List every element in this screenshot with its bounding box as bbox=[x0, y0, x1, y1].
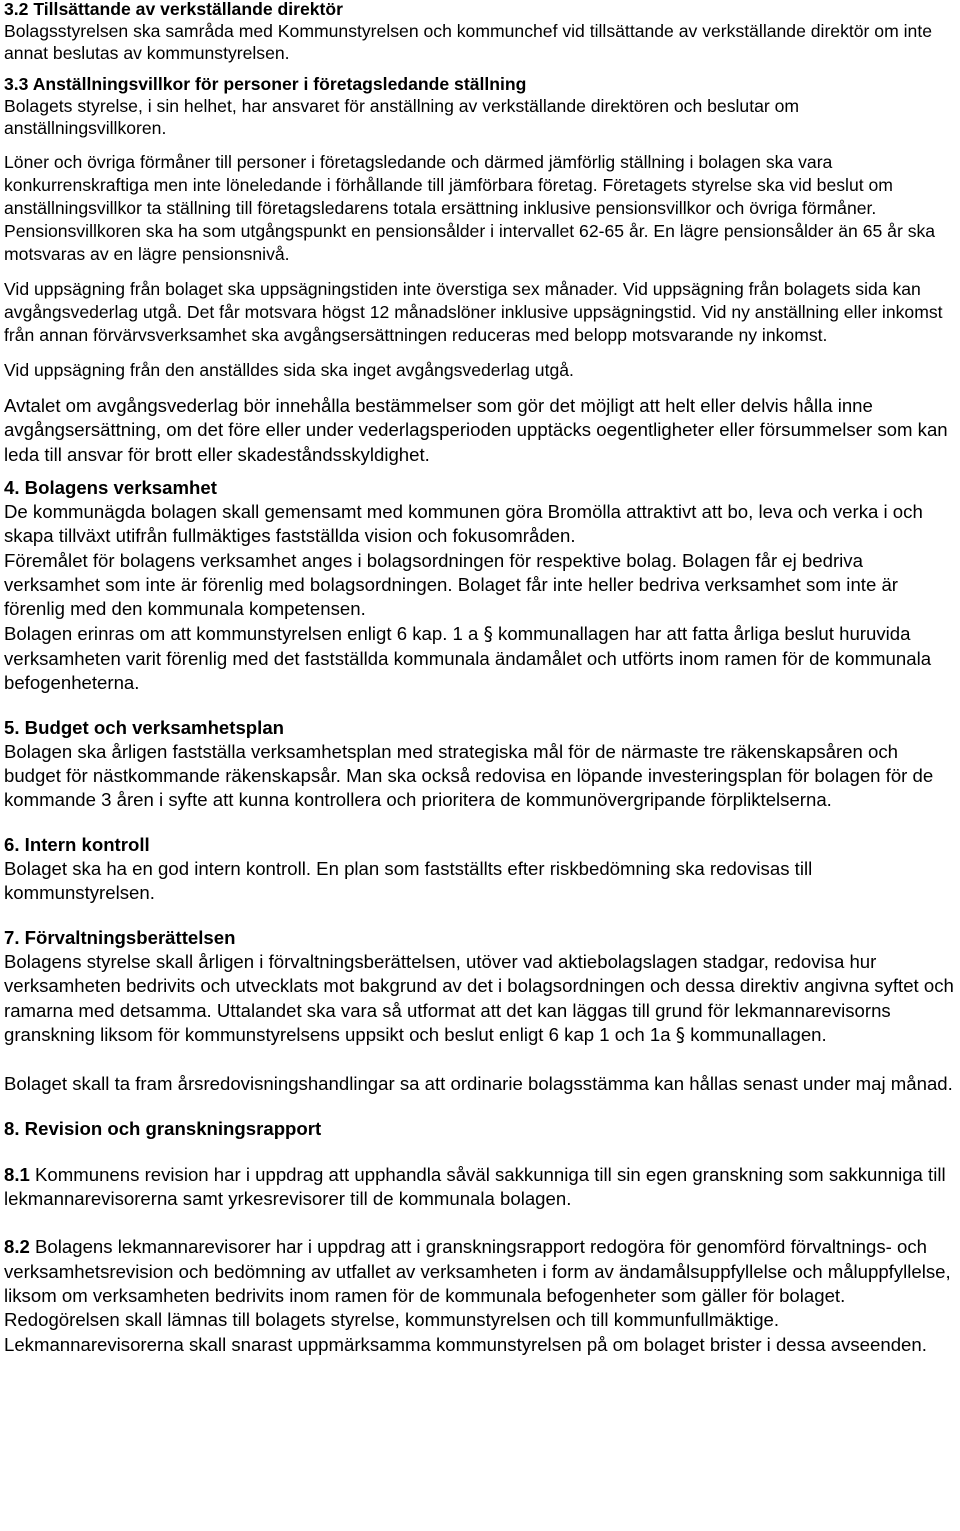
section-sign: § bbox=[675, 1024, 686, 1046]
paragraph-4-1: De kommunägda bolagen skall gemensamt med kommunen göra Bromölla attraktivt att bo, leva och verka i och skapa tillväxt utifrån fullmäktiges fastställda vision och fokusområden. bbox=[4, 501, 923, 547]
heading-3-3: 3.3 Anställningsvillkor för personer i företagsledande ställning bbox=[4, 74, 527, 94]
paragraph-3-2: Bolagsstyrelsen ska samråda med Kommunstyrelsen och kommunchef vid tillsättande av verkställande direktör om inte annat beslutas av kommunstyrelsen. bbox=[4, 21, 933, 63]
heading-3-2: 3.2 Tillsättande av verkställande direktör bbox=[4, 0, 343, 19]
paragraph-7-1 bbox=[4, 950, 958, 1048]
paragraph-7-1-text-b: kommunallagen. bbox=[685, 1023, 827, 1045]
paragraph-8-1-text: Kommunens revision har i uppdrag att upphandla såväl sakkunniga till sin egen granskning som sakkunniga till lekmannarevisorerna samt yrkesrevisorer till de kommunala bolagen. bbox=[4, 1163, 946, 1210]
paragraph-3-3-3: Vid uppsägning från bolaget ska uppsägningstiden inte överstiga sex månader. Vid uppsägning från bolagets sida kan avgångsvederlag utgå. Det får motsvara högst 12 månadslöner inklusive uppsägningstid. Vid ny anställning eller inkomst från annan förvärvsverksamhet ska avgångsersättningen reduceras med belopp motsvarande ny inkomst. bbox=[4, 279, 943, 345]
paragraph-7-2: Bolaget skall ta fram årsredovisningshandlingar sa att ordinarie bolagsstämma kan hållas senast under maj månad. bbox=[4, 1073, 953, 1095]
paragraph-3-3-4: Vid uppsägning från den anställdes sida ska inget avgångsvederlag utgå. bbox=[4, 360, 574, 380]
paragraph-4-2: Föremålet för bolagens verksamhet anges i bolagsordningen för respektive bolag. Bolagen får ej bedriva verksamhet som inte är förenlig med bolagsordningen. Bolaget får inte heller bedriva verksamhet som inte är förenlig med den kommunala kompetensen. bbox=[4, 549, 898, 620]
heading-5: 5. Budget och verksamhetsplan bbox=[4, 716, 285, 738]
heading-8: 8. Revision och granskningsrapport bbox=[4, 1118, 322, 1140]
paragraph-5-1: Bolagen ska årligen fastställa verksamhetsplan med strategiska mål för de närmaste tre räkenskapsåren och budget för nästkommande räkenskapsår. Man ska också redovisa en löpande investeringsplan för bolagen för de kommande 3 åren i syfte att kunna kontrollera och prioritera de kommunövergripande förpliktelserna. bbox=[4, 740, 934, 811]
paragraph-3-3-5: Avtalet om avgångsvederlag bör innehålla bestämmelser som gör det möjligt att helt eller delvis hålla inne avgångsersättning, om det före eller under vederlagsperioden upptäcks oegentligheter eller försummelser som kan leda till ansvar för brott eller skadeståndsskyldighet. bbox=[4, 395, 948, 465]
paragraph-7-1-text-a: Bolagens styrelse skall årligen i förvaltningsberättelsen, utöver vad aktiebolagslagen stadgar, redovisa hur verksamheten bedrivits och utvecklats mot bakgrund av det i bolagsordningen och dessa direktiv angivna syftet och ramarna med detsamma. Uttalandet ska vara så utformat att det kan läggas till grund för lekmannarevisorns granskning liksom för kommunstyrelsens uppsikt och beslut enligt 6 kap 1 och 1a bbox=[4, 950, 954, 1045]
paragraph-6-1: Bolaget ska ha en god intern kontroll. En plan som fastställts efter riskbedömning ska redovisas till kommunstyrelsen. bbox=[4, 858, 813, 904]
heading-4: 4. Bolagens verksamhet bbox=[4, 476, 217, 498]
subsection-number-8-1: 8.1 bbox=[4, 1163, 30, 1185]
paragraph-3-3-1: Bolagets styrelse, i sin helhet, har ansvaret för anställning av verkställande direktören och beslutar om anställningsvillkoren. bbox=[4, 96, 800, 138]
document-page bbox=[4, 0, 958, 1357]
subsection-number-8-2: 8.2 bbox=[4, 1236, 30, 1258]
heading-7: 7. Förvaltningsberättelsen bbox=[4, 926, 236, 948]
section-sign: § bbox=[483, 623, 493, 645]
paragraph-8-1 bbox=[4, 1163, 958, 1212]
heading-6: 6. Intern kontroll bbox=[4, 833, 150, 855]
paragraph-3-3-2: Löner och övriga förmåner till personer i företagsledande och därmed jämförlig ställning i bolagen ska vara konkurrenskraftiga men inte löneledande i förhållande till jämförbara företag. Företagets styrelse ska vid beslut om anställningsvillkor ta ställning till företagsledarens totala ersättning inklusive pensionsvillkor och övriga förmåner. Pensionsvillkoren ska ha som utgångspunkt en pensionsålder i intervallet 62-65 år. En lägre pensionsålder än 65 år ska motsvaras av en lägre pensionsnivå. bbox=[4, 152, 936, 264]
paragraph-4-3 bbox=[4, 622, 958, 696]
paragraph-8-2-text: Bolagens lekmannarevisorer har i uppdrag att i granskningsrapport redogöra för genomförd förvaltnings- och verksamhetsrevision och bedömning av utfallet av verksamheten i form av ändamålsuppfyllelse och måluppfyllelse, liksom om verksamheten bedrivits inom ramen för de kommunala befogenheter som gäller för bolaget. Redogörelsen skall lämnas till bolagets styrelse, kommunstyrelsen och till kommunfullmäktige. Lekmannarevisorerna skall snarast uppmärksamma kommunstyrelsen på om bolaget brister i dessa avseenden. bbox=[4, 1236, 951, 1355]
paragraph-4-3-text-b: kommunallagen har att fatta årliga beslut huruvida verksamheten varit förenlig med det fastställda kommunala ändamålet och utförts inom ramen för de kommunala befogenheterna. bbox=[4, 622, 932, 694]
paragraph-4-3-text-a: Bolagen erinras om att kommunstyrelsen enligt 6 kap. 1 a bbox=[4, 622, 484, 644]
paragraph-8-2 bbox=[4, 1235, 958, 1356]
